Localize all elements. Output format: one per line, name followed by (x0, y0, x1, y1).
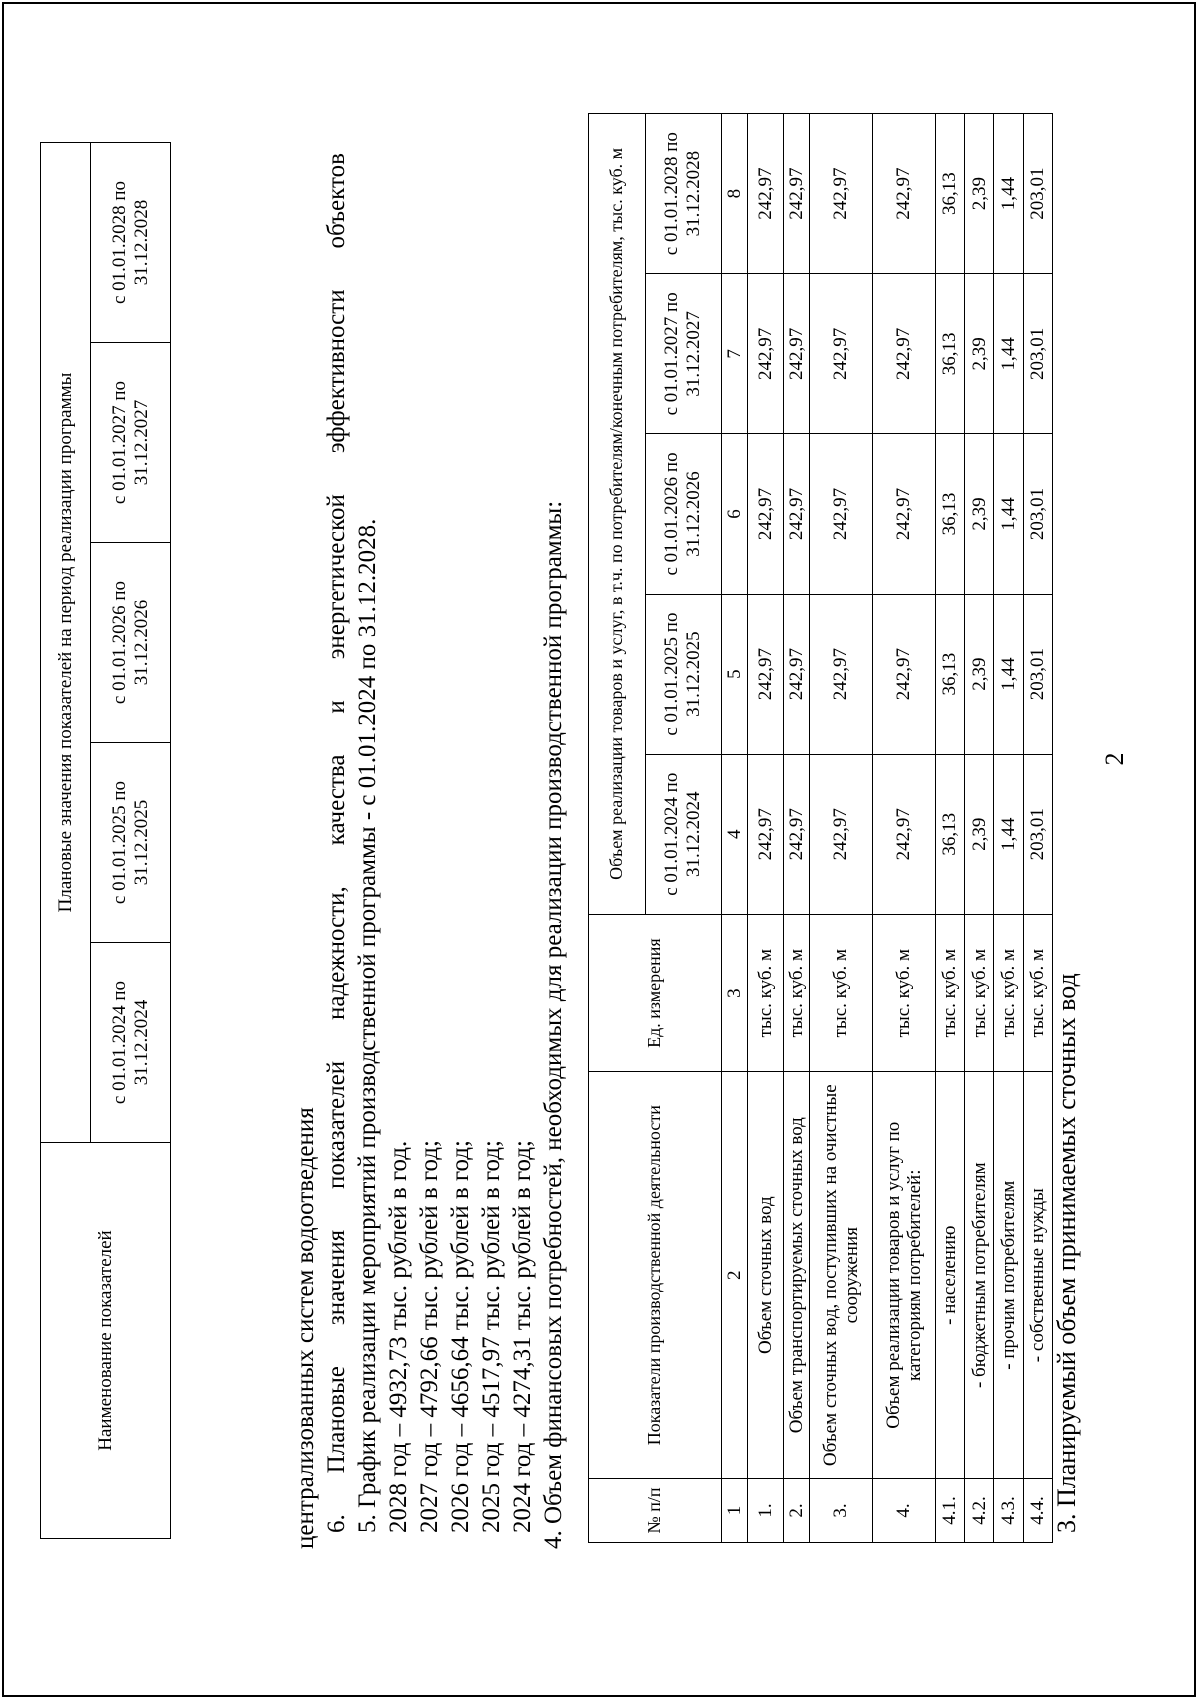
row-value: 242,97 (872, 274, 935, 434)
row-value: 242,97 (747, 274, 783, 434)
row-value: 203,01 (1023, 434, 1052, 594)
row-value: 36,13 (935, 274, 964, 434)
plan-period-2025: с 01.01.2025 по 31.12.2025 (91, 743, 171, 943)
row-value: 36,13 (935, 594, 964, 754)
header-num: № п/п (589, 1478, 722, 1542)
col-number: 8 (721, 114, 747, 274)
row-unit: тыс. куб. м (1023, 914, 1052, 1072)
row-num: 4. (872, 1478, 935, 1542)
section-6-word: 6. (323, 1514, 350, 1533)
row-num: 4.3. (994, 1478, 1023, 1542)
row-value: 1,44 (994, 434, 1023, 594)
plan-values-header: Плановые значения показателей на период реализации программы (41, 142, 91, 1142)
row-value: 242,97 (783, 434, 809, 594)
section-5-text: 5. График реализации мероприятий производственной программы - с 01.01.2024 по 31.12.2028. (354, 518, 381, 1533)
row-value: 2,39 (964, 434, 993, 594)
col-number: 7 (721, 274, 747, 434)
section-6-word: качества (323, 754, 350, 846)
table-row (994, 114, 1023, 1543)
header-indicator: Показатели производственной деятельности (589, 1072, 722, 1479)
row-value: 203,01 (1023, 274, 1052, 434)
row-value: 242,97 (747, 754, 783, 914)
page-number: 2 (1100, 752, 1129, 766)
row-num: 4.4. (1023, 1478, 1052, 1542)
row-num: 4.2. (964, 1478, 993, 1542)
row-value: 203,01 (1023, 594, 1052, 754)
header-period-2025: с 01.01.2025 по 31.12.2025 (645, 594, 721, 754)
table-row (783, 114, 809, 1543)
header-period-2028: с 01.01.2028 по 31.12.2028 (645, 114, 721, 274)
section-6-word: объектов (323, 153, 350, 249)
indicator-name-header: Наименование показателей (41, 1143, 171, 1539)
row-value: 2,39 (964, 754, 993, 914)
table-row (809, 114, 872, 1543)
row-num: 3. (809, 1478, 872, 1542)
row-name: - населению (935, 1072, 964, 1479)
section-6-word: и (323, 700, 350, 714)
row-name: - собственные нужды (1023, 1072, 1052, 1479)
section-6-word: показателей (323, 1060, 350, 1189)
row-unit: тыс. куб. м (964, 914, 993, 1072)
col-number: 4 (721, 754, 747, 914)
row-name: Объем реализации товаров и услуг по категориям потребителей: (872, 1072, 935, 1479)
plan-period-2028: с 01.01.2028 по 31.12.2028 (91, 142, 171, 342)
row-value: 242,97 (783, 594, 809, 754)
table-row (1023, 114, 1052, 1543)
row-value: 242,97 (809, 114, 872, 274)
col-number: 6 (721, 434, 747, 594)
row-value: 36,13 (935, 434, 964, 594)
row-name: - прочим потребителям (994, 1072, 1023, 1479)
column-numbers-row (721, 114, 747, 1543)
row-value: 203,01 (1023, 754, 1052, 914)
section-6-title (323, 153, 351, 1533)
row-unit: тыс. куб. м (747, 914, 783, 1072)
row-value: 242,97 (747, 594, 783, 754)
row-num: 1. (747, 1478, 783, 1542)
row-value: 242,97 (809, 434, 872, 594)
section-4-title: 4. Объем финансовых потребностей, необходимых для реализации производственной программы: (540, 500, 567, 1549)
row-unit: тыс. куб. м (809, 914, 872, 1072)
finance-line-2028: 2028 год – 4932,73 тыс. рублей в год. (385, 1140, 412, 1533)
row-value: 242,97 (747, 114, 783, 274)
row-name: Объем транспортируемых сточных вод (783, 1072, 809, 1479)
row-value: 203,01 (1023, 114, 1052, 274)
wastewater-volume-table (588, 113, 1053, 1543)
finance-line-2024: 2024 год – 4274,31 тыс. рублей в год; (509, 1140, 536, 1533)
row-name: - бюджетным потребителям (964, 1072, 993, 1479)
table-row (935, 114, 964, 1543)
section-6-title-cont: централизованных систем водоотведения (292, 1107, 319, 1549)
section-6-word: энергетической (323, 494, 350, 660)
row-value: 242,97 (809, 594, 872, 754)
table-row (747, 114, 783, 1543)
table-row (964, 114, 993, 1543)
section-6-word: надежности, (323, 886, 350, 1020)
plan-period-2026: с 01.01.2026 по 31.12.2026 (91, 543, 171, 743)
section-6-word: Плановые (323, 1366, 350, 1474)
row-value: 242,97 (809, 274, 872, 434)
row-value: 2,39 (964, 114, 993, 274)
section-6-word: значения (323, 1229, 350, 1326)
row-value: 2,39 (964, 594, 993, 754)
row-value: 1,44 (994, 594, 1023, 754)
table-row (872, 114, 935, 1543)
row-value: 1,44 (994, 754, 1023, 914)
section-3-title: 3. Планируемый объем принимаемых сточных вод (1052, 973, 1081, 1533)
col-number: 1 (721, 1478, 747, 1542)
header-volume: Объем реализации товаров и услуг, в т.ч. по потребителям/конечным потребителям, тыс. куб. м (589, 114, 646, 915)
row-num: 2. (783, 1478, 809, 1542)
section-6-word: эффективности (323, 289, 350, 454)
row-value: 242,97 (872, 754, 935, 914)
row-value: 1,44 (994, 114, 1023, 274)
finance-line-2025: 2025 год – 4517,97 тыс. рублей в год; (478, 1140, 505, 1533)
plan-period-2027: с 01.01.2027 по 31.12.2027 (91, 343, 171, 543)
row-unit: тыс. куб. м (994, 914, 1023, 1072)
row-value: 242,97 (872, 114, 935, 274)
row-value: 2,39 (964, 274, 993, 434)
row-value: 242,97 (783, 274, 809, 434)
row-unit: тыс. куб. м (872, 914, 935, 1072)
plan-period-2024: с 01.01.2024 по 31.12.2024 (91, 943, 171, 1143)
col-number: 5 (721, 594, 747, 754)
row-num: 4.1. (935, 1478, 964, 1542)
row-value: 242,97 (747, 434, 783, 594)
header-period-2027: с 01.01.2027 по 31.12.2027 (645, 274, 721, 434)
row-value: 242,97 (783, 754, 809, 914)
row-name: Объем сточных вод, поступивших на очистные сооружения (809, 1072, 872, 1479)
row-value: 242,97 (872, 434, 935, 594)
row-value: 1,44 (994, 274, 1023, 434)
row-name: Объем сточных вод (747, 1072, 783, 1479)
row-value: 36,13 (935, 114, 964, 274)
row-unit: тыс. куб. м (783, 914, 809, 1072)
header-period-2024: с 01.01.2024 по 31.12.2024 (645, 754, 721, 914)
finance-line-2027: 2027 год – 4792,66 тыс. рублей в год; (416, 1140, 443, 1533)
col-number: 2 (721, 1072, 747, 1479)
header-unit: Ед. измерения (589, 914, 722, 1072)
indicators-plan-table (40, 142, 171, 1539)
row-unit: тыс. куб. м (935, 914, 964, 1072)
finance-line-2026: 2026 год – 4656,64 тыс. рублей в год; (447, 1140, 474, 1533)
row-value: 242,97 (809, 754, 872, 914)
row-value: 242,97 (872, 594, 935, 754)
row-value: 36,13 (935, 754, 964, 914)
col-number: 3 (721, 914, 747, 1072)
row-value: 242,97 (783, 114, 809, 274)
header-period-2026: с 01.01.2026 по 31.12.2026 (645, 434, 721, 594)
